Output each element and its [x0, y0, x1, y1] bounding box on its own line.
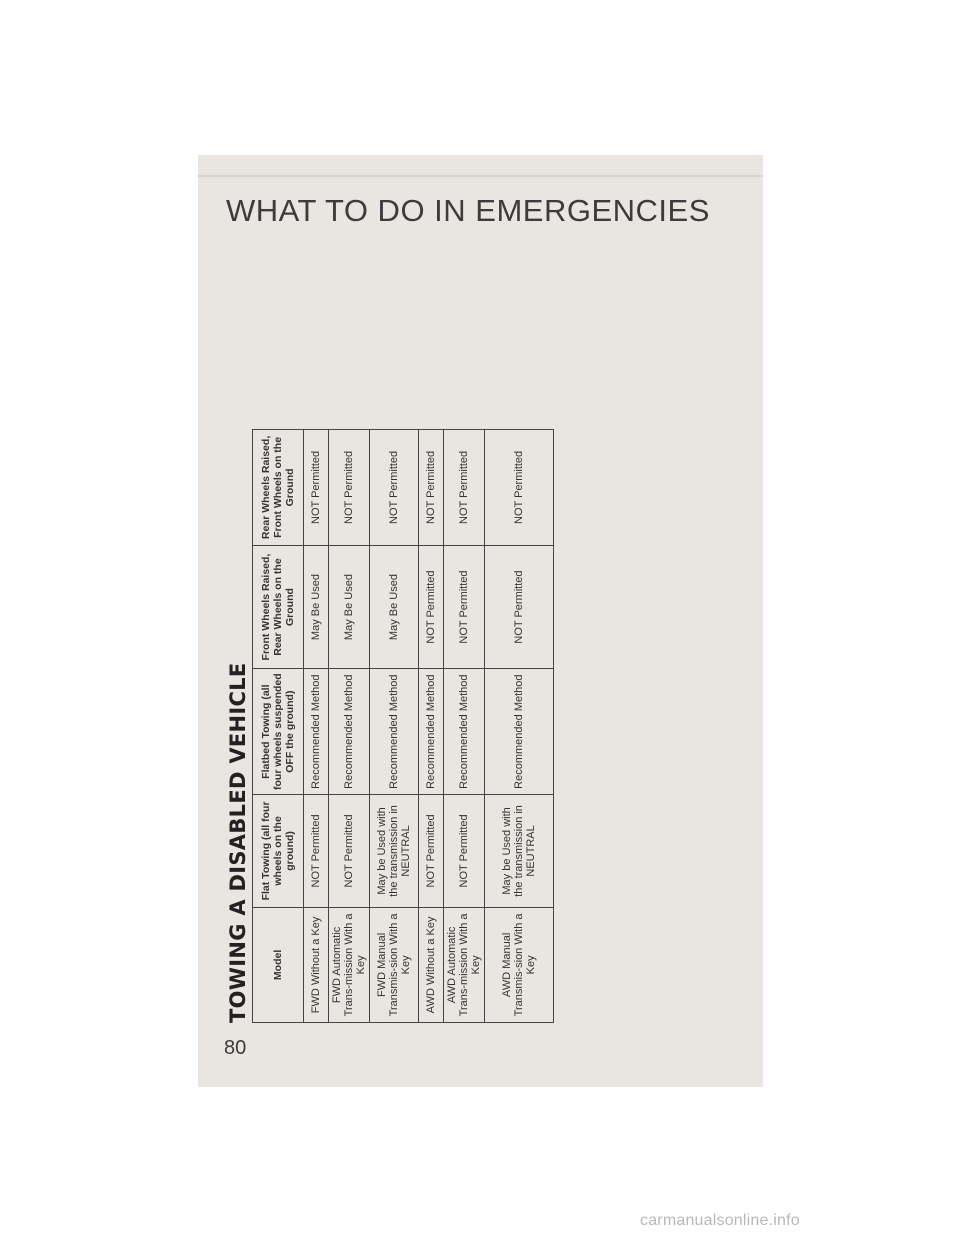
cell-rear: NOT Permitted — [444, 430, 485, 546]
header-model: Model — [253, 907, 304, 1022]
cell-model: AWD Manual Transmis-sion With a Key — [485, 907, 554, 1022]
cell-flatbed: Recommended Method — [329, 669, 370, 795]
cell-model: AWD Automatic Trans-mission With a Key — [444, 907, 485, 1022]
towing-table — [252, 429, 554, 1023]
table-row — [444, 430, 485, 1023]
cell-rear: NOT Permitted — [485, 430, 554, 546]
cell-flat: NOT Permitted — [329, 795, 370, 908]
cell-model: FWD Automatic Trans-mission With a Key — [329, 907, 370, 1022]
table-row — [304, 430, 329, 1023]
cell-flatbed: Recommended Method — [444, 669, 485, 795]
cell-flatbed: Recommended Method — [485, 669, 554, 795]
watermark-link[interactable]: carmanualsonline.info — [640, 1212, 800, 1229]
cell-flat: NOT Permitted — [444, 795, 485, 908]
table-row — [419, 430, 444, 1023]
cell-rear: NOT Permitted — [419, 430, 444, 546]
cell-model: FWD Manual Transmis-sion With a Key — [370, 907, 419, 1022]
cell-front: May Be Used — [304, 545, 329, 668]
page-number: 80 — [224, 1037, 247, 1059]
cell-front: May Be Used — [329, 545, 370, 668]
cell-flatbed: Recommended Method — [304, 669, 329, 795]
header-rear-wheels-raised: Rear Wheels Raised, Front Wheels on the Ground — [253, 430, 304, 546]
cell-front: NOT Permitted — [419, 545, 444, 668]
cell-front: NOT Permitted — [444, 545, 485, 668]
cell-flatbed: Recommended Method — [419, 669, 444, 795]
cell-flat: May be Used with the transmission in NEUTRAL — [370, 795, 419, 908]
header-front-wheels-raised: Front Wheels Raised, Rear Wheels on the Ground — [253, 545, 304, 668]
section-title: TOWING A DISABLED VEHICLE — [226, 662, 250, 1023]
cell-flat: May be Used with the transmission in NEUTRAL — [485, 795, 554, 908]
header-flatbed-towing: Flatbed Towing (all four wheels suspended OFF the ground) — [253, 669, 304, 795]
table-header-row — [253, 430, 304, 1023]
cell-front: May Be Used — [370, 545, 419, 668]
header-flat-towing: Flat Towing (all four wheels on the ground) — [253, 795, 304, 908]
cell-front: NOT Permitted — [485, 545, 554, 668]
cell-flat: NOT Permitted — [304, 795, 329, 908]
cell-flat: NOT Permitted — [419, 795, 444, 908]
cell-model: AWD Without a Key — [419, 907, 444, 1022]
table-row — [485, 430, 554, 1023]
cell-model: FWD Without a Key — [304, 907, 329, 1022]
manual-page — [198, 155, 763, 1087]
table-row — [370, 430, 419, 1023]
cell-rear: NOT Permitted — [329, 430, 370, 546]
table-row — [329, 430, 370, 1023]
cell-rear: NOT Permitted — [370, 430, 419, 546]
cell-flatbed: Recommended Method — [370, 669, 419, 795]
header-rule — [198, 175, 763, 177]
cell-rear: NOT Permitted — [304, 430, 329, 546]
page-header: WHAT TO DO IN EMERGENCIES — [226, 193, 710, 228]
